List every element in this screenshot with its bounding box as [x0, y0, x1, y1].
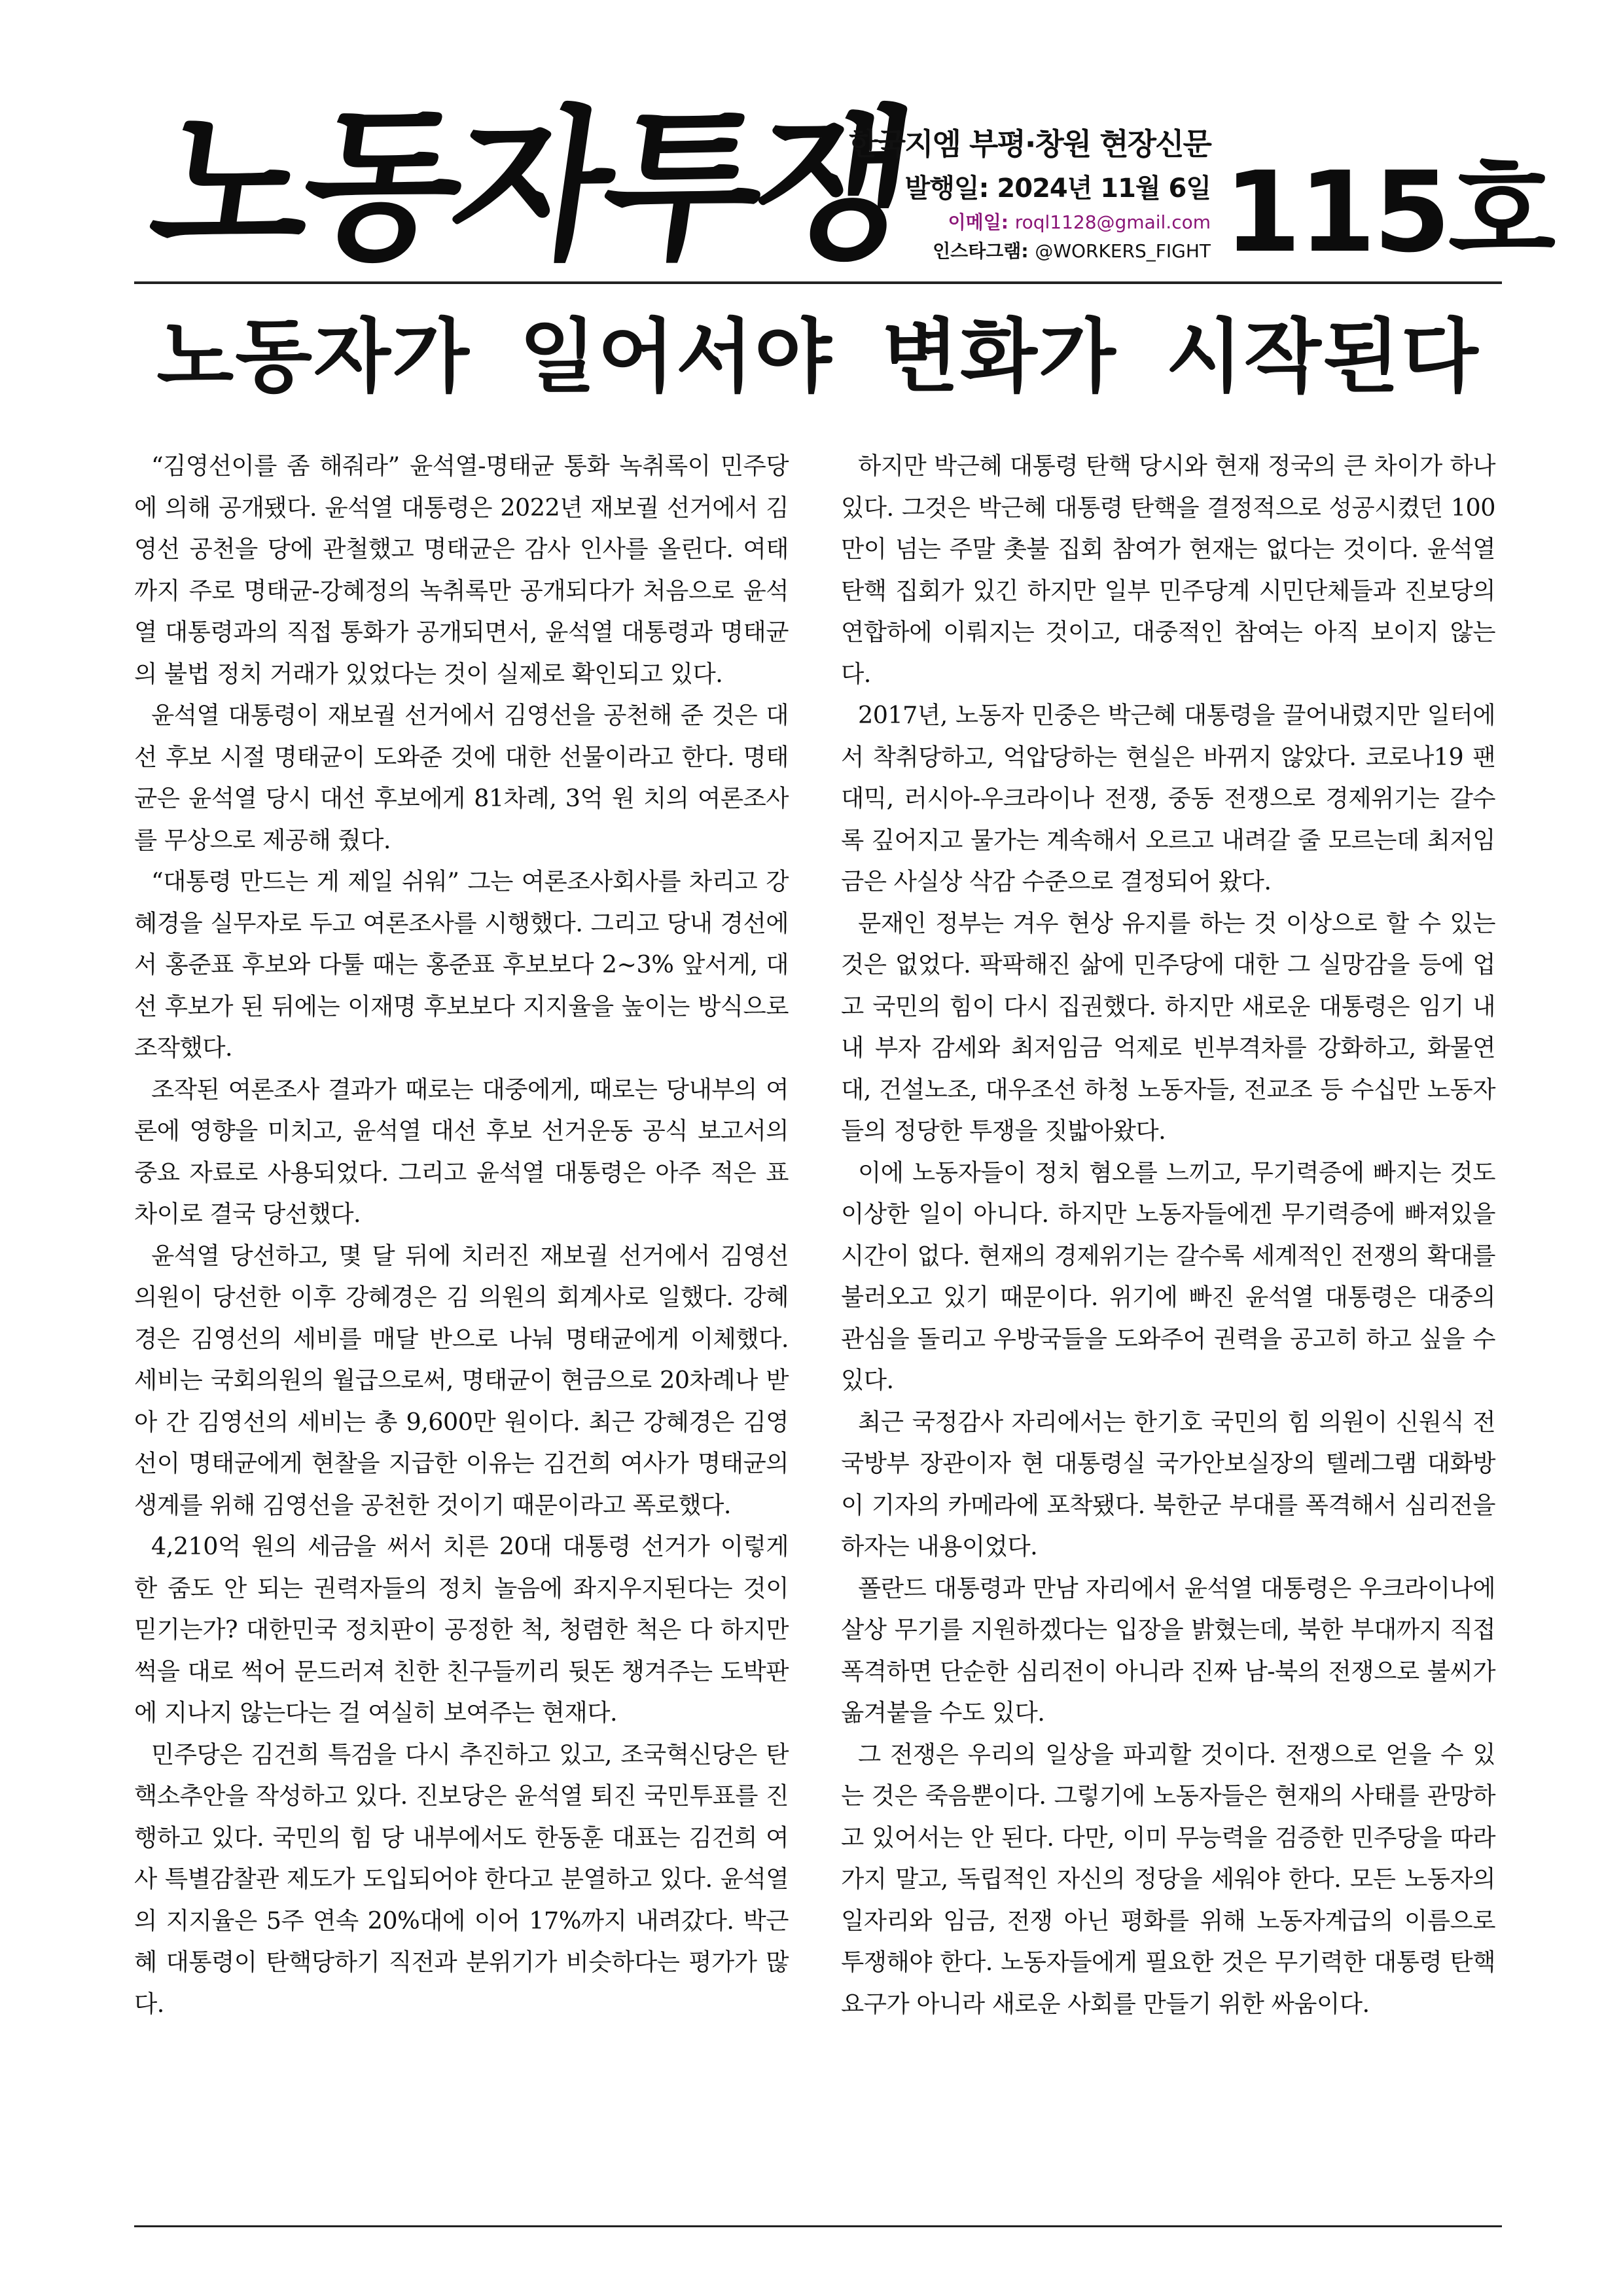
article-right-column	[841, 445, 1495, 2024]
article-paragraph: 조작된 여론조사 결과가 때로는 대중에게, 때로는 당내부의 여론에 영향을 미치고, 윤석열 대선 후보 선거운동 공식 보고서의 중요 자료로 사용되었다. 그리고 윤석열 대통령은 아주 적은 표 차이로 결국 당선했다.	[134, 1075, 789, 1228]
issue-date: 발행일: 2024년 11월 6일	[904, 173, 1211, 204]
article-paragraph: 민주당은 김건희 특검을 다시 추진하고 있고, 조국혁신당은 탄핵소추안을 작성하고 있다. 진보당은 윤석열 퇴진 국민투표를 진행하고 있다. 국민의 힘 당 내부에서도 한동훈 대표는 김건희 여사 특별감찰관 제도가 도입되어야 한다고 분열하고 있다. 윤석열의 지지율은 5주 연속 20%대에 이어 17%까지 내려갔다. 박근혜 대통령이 탄핵당하기 직전과 분위기가 비슷하다는 평가가 많다.	[134, 1740, 789, 2018]
article-left-column	[134, 445, 789, 2024]
article-paragraph: 최근 국정감사 자리에서는 한기호 국민의 힘 의원이 신원식 전 국방부 장관이자 현 대통령실 국가안보실장의 텔레그램 대화방이 기자의 카메라에 포착됐다. 북한군 부대를 폭격해서 심리전을 하자는 내용이었다.	[841, 1407, 1495, 1560]
email-address[interactable]: roql1128@gmail.com	[1014, 211, 1211, 233]
instagram-label: 인스타그램:	[933, 240, 1029, 262]
article-paragraph: 문재인 정부는 겨우 현상 유지를 하는 것 이상으로 할 수 있는 것은 없었다. 팍팍해진 삶에 민주당에 대한 그 실망감을 등에 업고 국민의 힘이 다시 집권했다. 하지만 새로운 대통령은 임기 내내 부자 감세와 최저임금 억제로 빈부격차를 강화하고, 화물연대, 건설노조, 대우조선 하청 노동자들, 전교조 등 수십만 노동자들의 정당한 투쟁을 짓밟아왔다.	[841, 908, 1495, 1145]
footer-divider	[134, 2225, 1502, 2227]
article-headline: 노동자가 일어서야 변화가 시작된다	[156, 310, 1480, 403]
article-paragraph: 하지만 박근혜 대통령 탄핵 당시와 현재 정국의 큰 차이가 하나 있다. 그것은 박근혜 대통령 탄핵을 결정적으로 성공시켰던 100만이 넘는 주말 촛불 집회 참여가 현재는 없다는 것이다. 윤석열 탄핵 집회가 있긴 하지만 일부 민주당계 시민단체들과 진보당의 연합하에 이뤄지는 것이고, 대중적인 참여는 아직 보이지 않는다.	[841, 452, 1495, 688]
article-paragraph: 윤석열 대통령이 재보궐 선거에서 김영선을 공천해 준 것은 대선 후보 시절 명태균이 도와준 것에 대한 선물이라고 한다. 명태균은 윤석열 당시 대선 후보에게 81차례, 3억 원 치의 여론조사를 무상으로 제공해 줬다.	[134, 701, 789, 854]
email-label: 이메일:	[948, 211, 1008, 233]
masthead-divider	[134, 281, 1502, 284]
newspaper-logo: 노동자투쟁	[140, 91, 919, 281]
article-paragraph: 이에 노동자들이 정치 혐오를 느끼고, 무기력증에 빠지는 것도 이상한 일이 아니다. 하지만 노동자들에겐 무기력증에 빠져있을 시간이 없다. 현재의 경제위기는 갈수록 세계적인 전쟁의 확대를 불러오고 있기 때문이다. 위기에 빠진 윤석열 대통령은 대중의 관심을 돌리고 우방국들을 도와주어 권력을 공고히 하고 싶을 수 있다.	[841, 1158, 1495, 1394]
masthead-info	[844, 124, 1211, 266]
instagram-handle[interactable]: @WORKERS_FIGHT	[1035, 240, 1211, 262]
paper-name: 한국지엠 부평·창원 현장신문	[849, 126, 1211, 162]
article-paragraph: 4,210억 원의 세금을 써서 치른 20대 대통령 선거가 이렇게 한 줌도 안 되는 권력자들의 정치 놀음에 좌지우지된다는 것이 믿기는가? 대한민국 정치판이 공정한 척, 청렴한 척은 다 하지만 썩을 대로 썩어 문드러져 친한 친구들끼리 뒷돈 챙겨주는 도박판에 지나지 않는다는 걸 여실히 보여주는 현재다.	[134, 1532, 789, 1727]
article-paragraph: 윤석열 당선하고, 몇 달 뒤에 치러진 재보궐 선거에서 김영선 의원이 당선한 이후 강혜경은 김 의원의 회계사로 일했다. 강혜경은 김영선의 세비를 매달 반으로 나눠 명태균에게 이체했다. 세비는 국회의원의 월급으로써, 명태균이 현금으로 20차례나 받아 간 김영선의 세비는 총 9,600만 원이다. 최근 강혜경은 김영선이 명태균에게 현찰을 지급한 이유는 김건희 여사가 명태균의 생계를 위해 김영선을 공천한 것이기 때문이라고 폭로했다.	[134, 1241, 789, 1519]
article-paragraph: 2017년, 노동자 민중은 박근혜 대통령을 끌어내렸지만 일터에서 착취당하고, 억압당하는 현실은 바뀌지 않았다. 코로나19 팬대믹, 러시아-우크라이나 전쟁, 중동 전쟁으로 경제위기는 갈수록 깊어지고 물가는 계속해서 오르고 내려갈 줄 모르는데 최저임금은 사실상 삭감 수준으로 결정되어 왔다.	[841, 701, 1495, 895]
article-paragraph: “대통령 만드는 게 제일 쉬워” 그는 여론조사회사를 차리고 강혜경을 실무자로 두고 여론조사를 시행했다. 그리고 당내 경선에서 홍준표 후보와 다툴 때는 홍준표 후보보다 2~3% 앞서게, 대선 후보가 된 뒤에는 이재명 후보보다 지지율을 높이는 방식으로 조작했다.	[134, 867, 789, 1062]
article-paragraph: 그 전쟁은 우리의 일상을 파괴할 것이다. 전쟁으로 얻을 수 있는 것은 죽음뿐이다. 그렇기에 노동자들은 현재의 사태를 관망하고 있어서는 안 된다. 다만, 이미 무능력을 검증한 민주당을 따라가지 말고, 독립적인 자신의 정당을 세워야 한다. 모든 노동자의 일자리와 임금, 전쟁 아닌 평화를 위해 노동자계급의 이름으로 투쟁해야 한다. 노동자들에게 필요한 것은 무기력한 대통령 탄핵 요구가 아니라 새로운 사회를 만들기 위한 싸움이다.	[841, 1740, 1495, 2018]
email-line	[844, 208, 1211, 237]
article-paragraph: “김영선이를 좀 해줘라” 윤석열-명태균 통화 녹취록이 민주당에 의해 공개됐다. 윤석열 대통령은 2022년 재보궐 선거에서 김영선 공천을 당에 관철했고 명태균은 감사 인사를 올린다. 여태까지 주로 명태균-강혜정의 녹취록만 공개되다가 처음으로 윤석열 대통령과의 직접 통화가 공개되면서, 윤석열 대통령과 명태균의 불법 정치 거래가 있었다는 것이 실제로 확인되고 있다.	[134, 452, 789, 688]
article-paragraph: 폴란드 대통령과 만남 자리에서 윤석열 대통령은 우크라이나에 살상 무기를 지원하겠다는 입장을 밝혔는데, 북한 부대까지 직접 폭격하면 단순한 심리전이 아니라 진짜 남-북의 전쟁으로 불씨가 옮겨붙을 수도 있다.	[841, 1573, 1495, 1727]
instagram-line	[844, 237, 1211, 266]
issue-number: 115호	[1224, 148, 1554, 278]
